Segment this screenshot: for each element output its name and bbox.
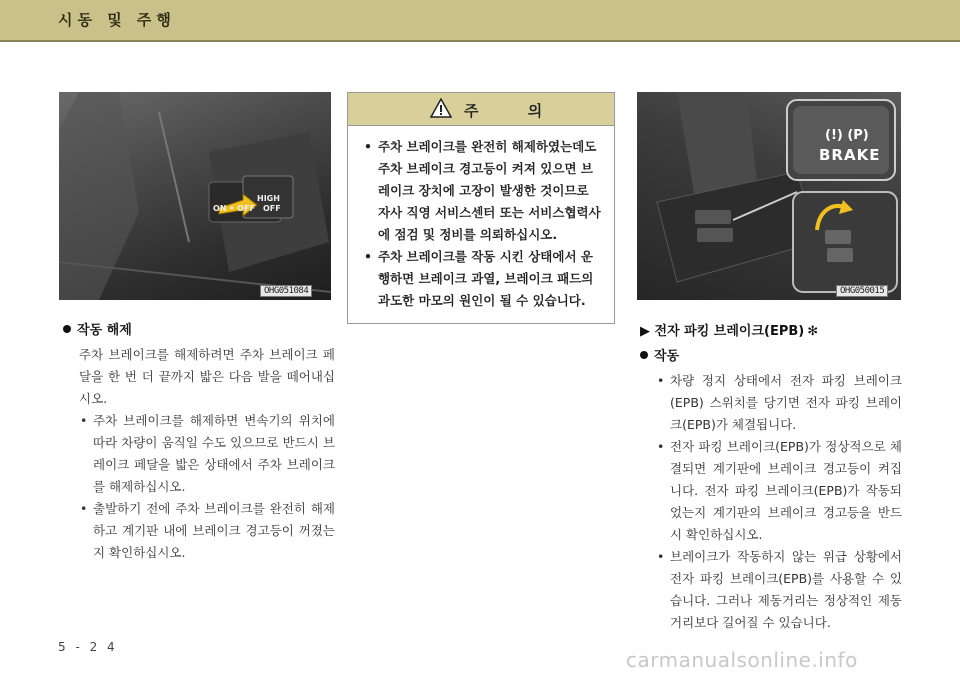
release-title bbox=[63, 319, 132, 338]
epb-subtitle bbox=[640, 345, 679, 364]
epb-illustration bbox=[637, 92, 901, 300]
page-number: 5 - 2 4 bbox=[58, 640, 118, 654]
epb-badge-label: BRAKE bbox=[819, 146, 881, 164]
switch-label-high: HIGH bbox=[257, 194, 280, 203]
epb-subtitle-text: 작동 bbox=[654, 349, 680, 364]
figure-code-right: OHG050015 bbox=[836, 285, 888, 297]
caution-item: • 주차 브레이크를 작동 시킨 상태에서 운행하면 브레이크 과열, 브레이크 패드의 과도한 마모의 원인이 될 수 있습니다. bbox=[362, 246, 602, 312]
caution-item: • 주차 브레이크를 완전히 해제하였는데도 주차 브레이크 경고등이 켜져 있으면 브레이크 장치에 고장이 발생한 것이므로 자사 직영 서비스센터 또는 서비스협력사에 점검 및 정비를 의뢰하십시오. bbox=[362, 136, 602, 246]
figure-code-left: OHG051084 bbox=[260, 285, 312, 297]
epb-title-text: ▶ 전자 파킹 브레이크(EPB) bbox=[640, 324, 805, 339]
warning-triangle-icon bbox=[430, 98, 452, 118]
epb-item: • 차량 정지 상태에서 전자 파킹 브레이크(EPB) 스위치를 당기면 전자 파킹 브레이크(EPB)가 체결됩니다. bbox=[656, 370, 902, 436]
figure-parking-pedal bbox=[59, 92, 331, 300]
switch-label-onoff: ON • OFF bbox=[213, 204, 255, 213]
release-list bbox=[79, 410, 335, 564]
epb-item: • 브레이크가 작동하지 않는 위급 상황에서 전자 파킹 브레이크(EPB)를 사용할 수 있습니다. 그러나 제동거리는 정상적인 제동거리보다 길어질 수 있습니다. bbox=[656, 546, 902, 634]
chapter-header bbox=[0, 0, 960, 40]
caution-title: 주 의 bbox=[464, 102, 565, 120]
epb-list bbox=[656, 370, 902, 634]
header-rule bbox=[0, 40, 960, 42]
epb-title bbox=[640, 320, 818, 339]
epb-title-mark: ✻ bbox=[807, 324, 819, 339]
chapter-title: 시동 및 주행 bbox=[58, 11, 176, 29]
release-item: • 주차 브레이크를 해제하면 변속기의 위치에 따라 차량이 움직일 수도 있으므로 반드시 브레이크 페달을 밟은 상태에서 주차 브레이크를 해제하십시오. bbox=[79, 410, 335, 498]
caution-list bbox=[348, 126, 614, 312]
epb-badge-symbols: (!) (P) bbox=[825, 128, 869, 143]
release-title-text: 작동 해제 bbox=[77, 323, 132, 338]
watermark: carmanualsonline.info bbox=[626, 648, 858, 672]
bullet-dot-icon bbox=[63, 325, 71, 333]
switch-label-off: OFF bbox=[263, 204, 281, 213]
caution-header bbox=[348, 93, 614, 126]
figure-epb-switch bbox=[637, 92, 901, 300]
release-item: • 출발하기 전에 주차 브레이크를 완전히 해제하고 계기판 내에 브레이크 경고등이 꺼졌는지 확인하십시오. bbox=[79, 498, 335, 564]
pedal-illustration bbox=[59, 92, 331, 300]
epb-item: • 전자 파킹 브레이크(EPB)가 정상적으로 체결되면 계기판에 브레이크 경고등이 켜집니다. 전자 파킹 브레이크(EPB)가 작동되었는지 계기판의 브레이크 경고등을 반드시 확인하십시오. bbox=[656, 436, 902, 546]
bullet-dot-icon bbox=[640, 351, 648, 359]
release-paragraph: 주차 브레이크를 해제하려면 주차 브레이크 페달을 한 번 더 끝까지 밟은 다음 발을 떼어내십시오. bbox=[79, 347, 335, 406]
caution-box bbox=[347, 92, 615, 324]
